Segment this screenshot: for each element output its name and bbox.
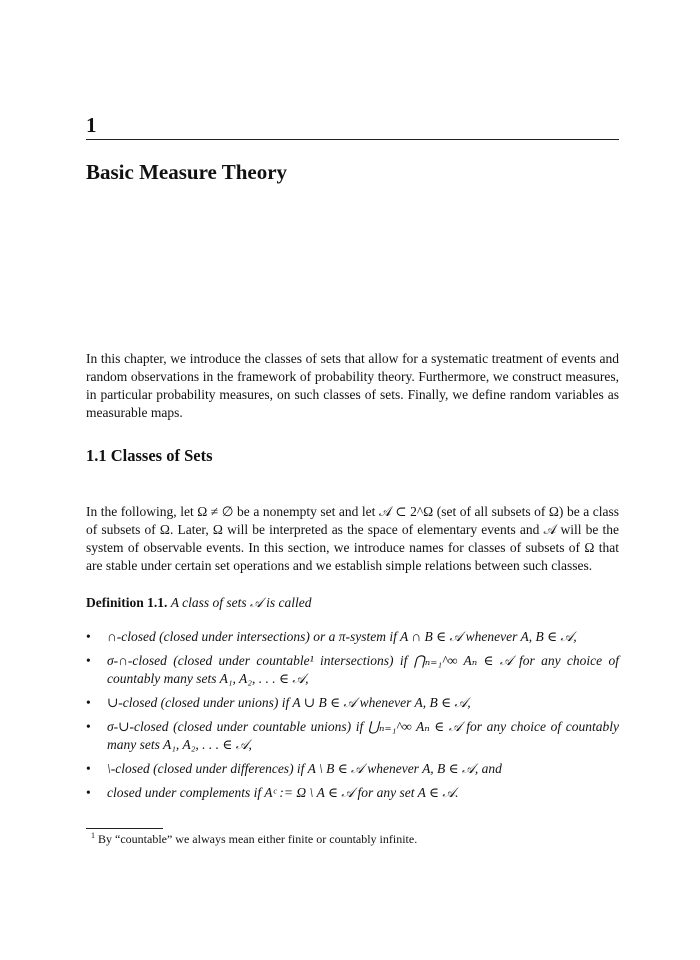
chapter-number: 1: [86, 113, 97, 137]
chapter-rule: [86, 139, 619, 140]
bullet-icon: •: [86, 719, 91, 734]
bullet-icon: •: [86, 761, 91, 776]
list-item: [86, 784, 619, 802]
list-item-text: closed under complements if Aᶜ := Ω \ A ∈ 𝒜 for any set A ∈ 𝒜.: [107, 785, 459, 800]
list-item: [86, 628, 619, 646]
definition: [86, 595, 312, 611]
footnote-rule: [86, 828, 163, 829]
footnote-mark: 1: [91, 831, 95, 840]
list-item-text: \-closed (closed under differences) if A \ B ∈ 𝒜 whenever A, B ∈ 𝒜, and: [107, 761, 502, 776]
list-item-text: ∪-closed (closed under unions) if A ∪ B ∈ 𝒜 whenever A, B ∈ 𝒜,: [107, 695, 471, 710]
bullet-icon: •: [86, 695, 91, 710]
list-item: [86, 652, 619, 688]
list-item-text: σ-∪-closed (closed under countable unions) if ⋃ₙ₌₁^∞ Aₙ ∈ 𝒜 for any choice of countably many sets A₁, A₂, . . . ∈ 𝒜,: [107, 719, 619, 752]
list-item: [86, 694, 619, 712]
definition-label: Definition 1.1.: [86, 595, 168, 610]
definition-text: A class of sets 𝒜 is called: [170, 595, 312, 610]
section-heading: 1.1 Classes of Sets: [86, 446, 213, 465]
chapter-title: Basic Measure Theory: [86, 160, 288, 184]
bullet-icon: •: [86, 785, 91, 800]
bullet-icon: •: [86, 653, 91, 668]
footnote-text: By “countable” we always mean either finite or countably infinite.: [98, 832, 418, 846]
list-item: [86, 760, 619, 778]
list-item-text: σ-∩-closed (closed under countable¹ intersections) if ⋂ₙ₌₁^∞ Aₙ ∈ 𝒜 for any choice of countably many sets A₁, A₂, . . . ∈ 𝒜,: [107, 653, 619, 686]
intro-paragraph: In this chapter, we introduce the classes of sets that allow for a systematic treatment of events and random observations in the framework of probability theory. Furthermore, we construct measures, in particular probability measures, on such classes of sets. Finally, we define random variables as measurable maps.: [86, 350, 619, 421]
footnote: [91, 831, 417, 847]
list-item: [86, 718, 619, 754]
bullet-icon: •: [86, 629, 91, 644]
list-item-text: ∩-closed (closed under intersections) or a π-system if A ∩ B ∈ 𝒜 whenever A, B ∈ 𝒜,: [107, 629, 577, 644]
section-paragraph: In the following, let Ω ≠ ∅ be a nonempty set and let 𝒜 ⊂ 2^Ω (set of all subsets of Ω) be a class of subsets of Ω. Later, Ω will be interpreted as the space of elementary events and 𝒜 will be the system of observable events. In this section, we introduce names for classes of subsets of Ω that are stable under certain set operations and we establish simple relations between such classes.: [86, 503, 619, 574]
definition-list: [86, 628, 619, 808]
